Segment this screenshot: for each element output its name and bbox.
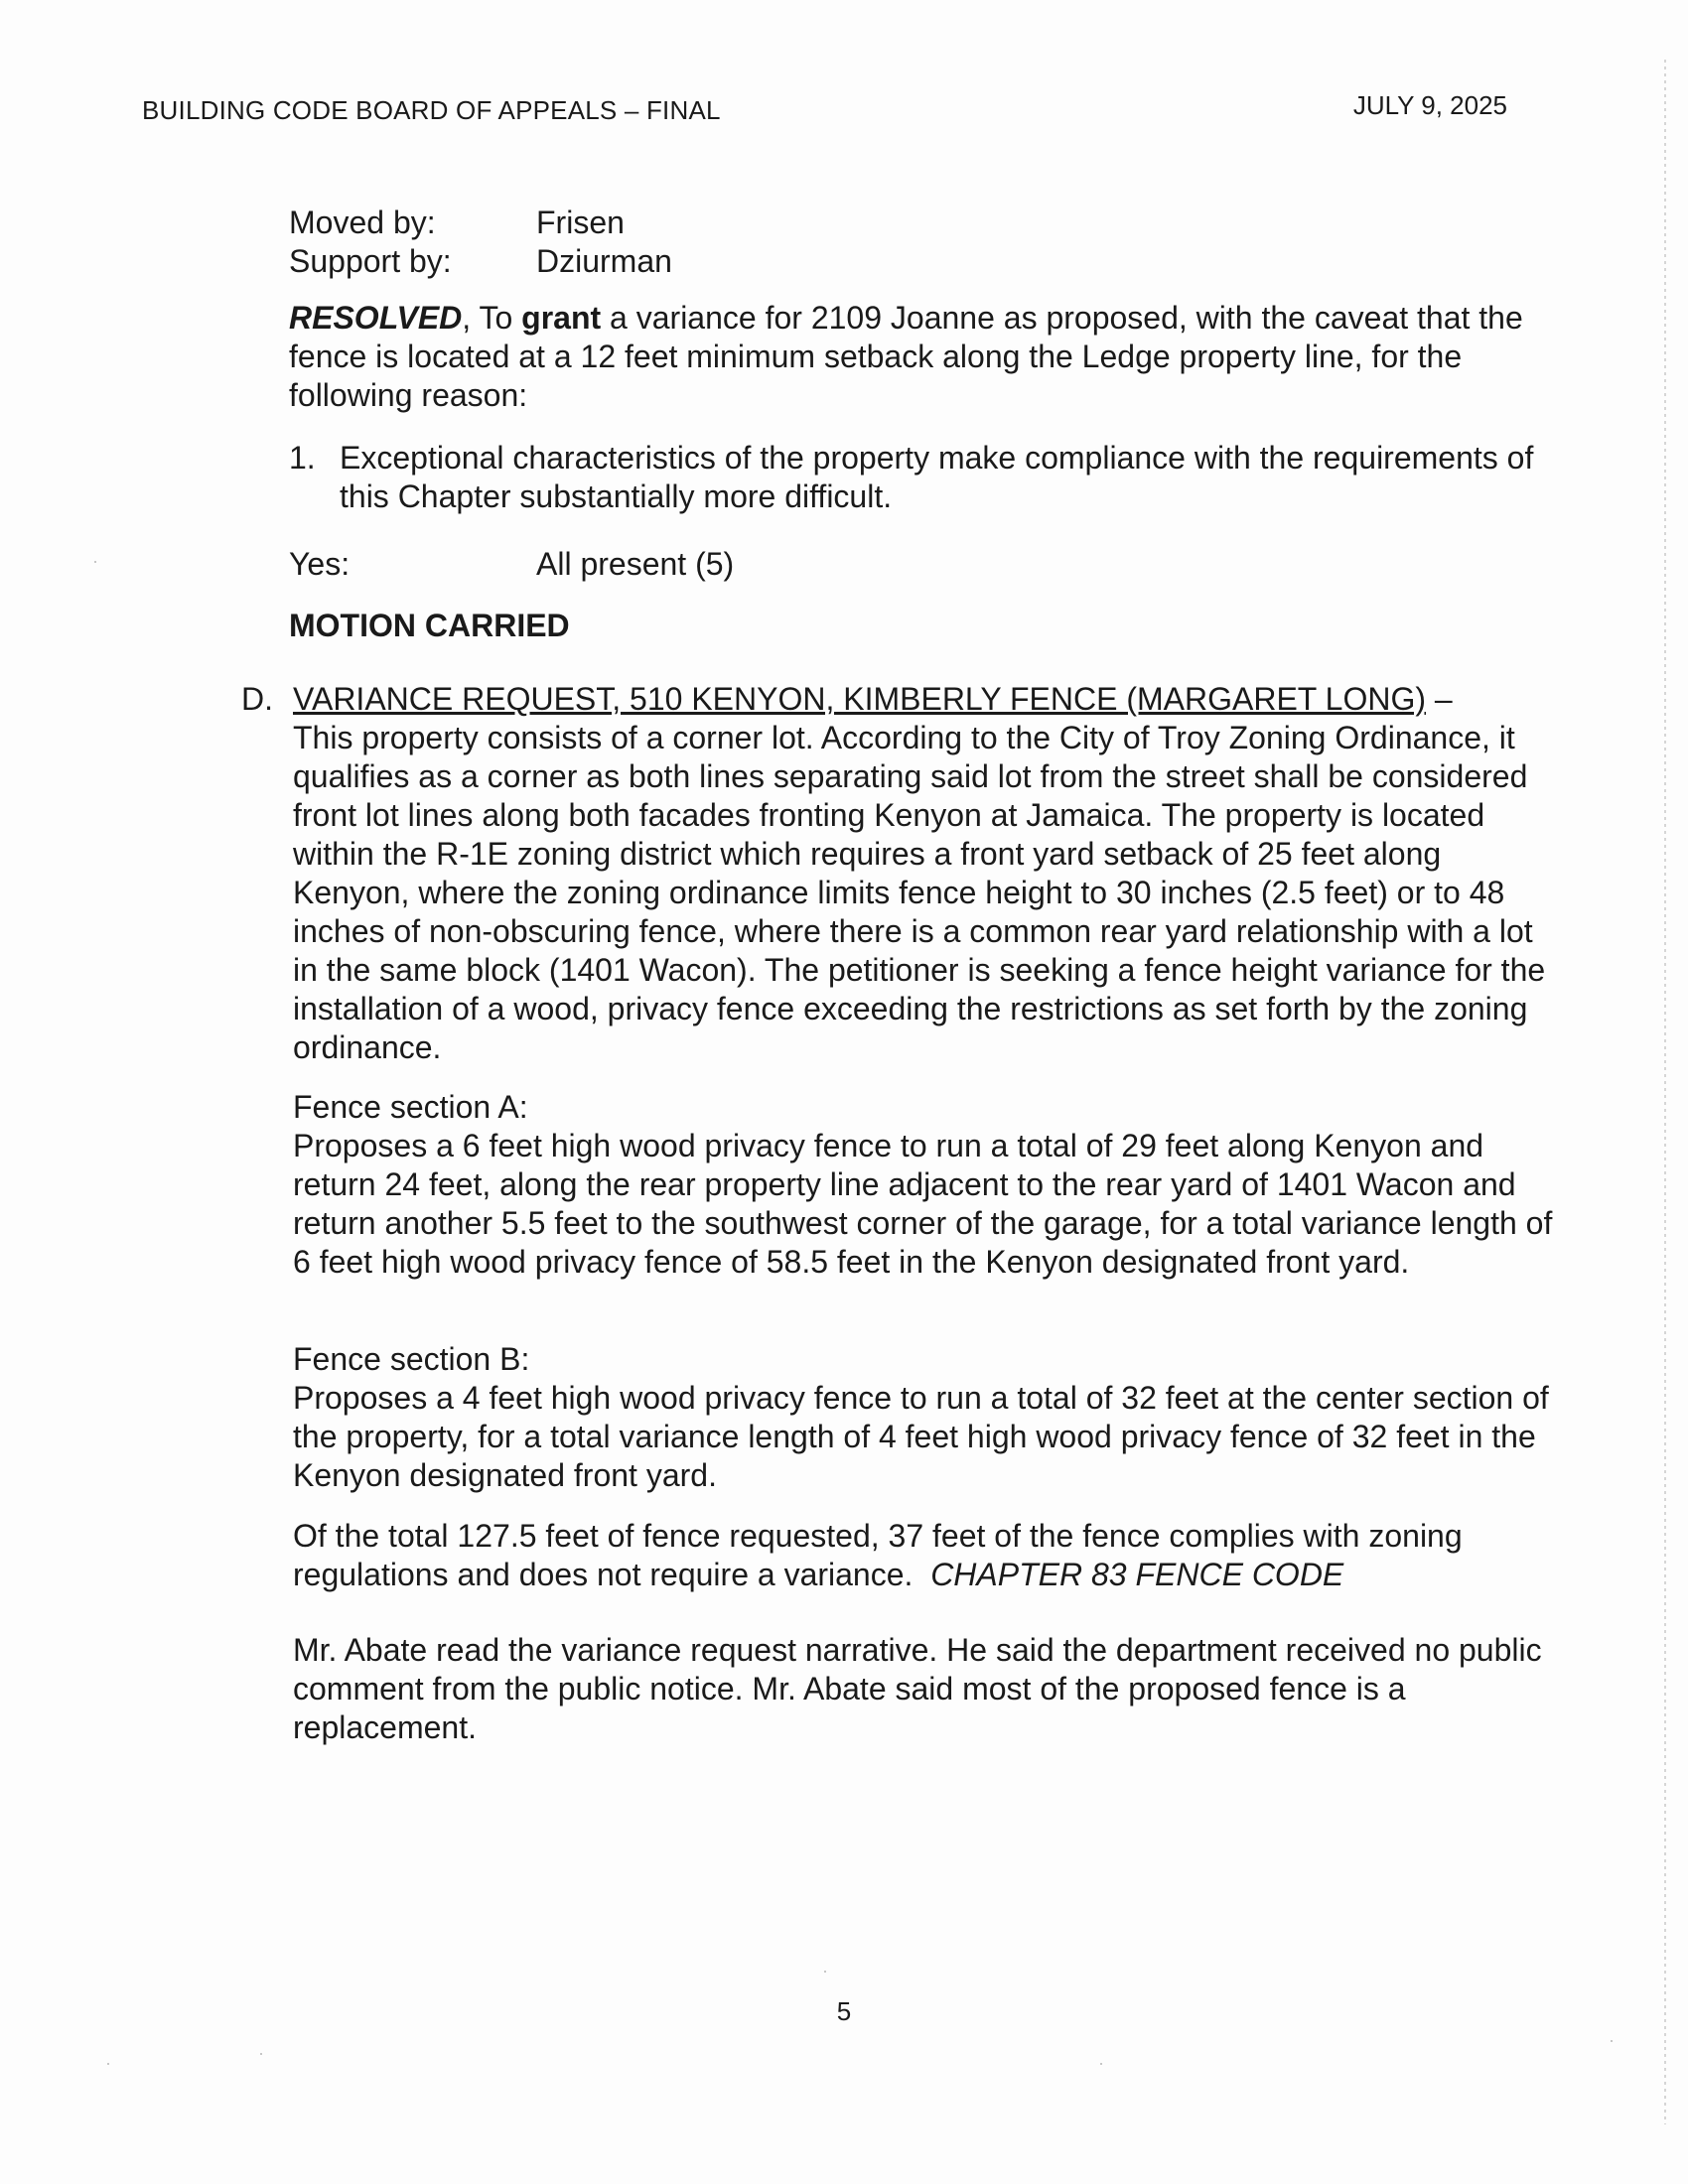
fence-code-reference: CHAPTER 83 FENCE CODE	[930, 1557, 1344, 1592]
motion-result: MOTION CARRIED	[289, 608, 570, 643]
document-header-date: JULY 9, 2025	[1352, 90, 1507, 120]
scan-speck	[1100, 2063, 1102, 2065]
fence-section-b-label: Fence section B:	[293, 1341, 530, 1377]
moved-by-value: Frisen	[536, 205, 625, 240]
reason-number: 1.	[289, 440, 316, 476]
fence-section-a-text: Proposes a 6 feet high wood privacy fence to run a total of 29 feet along Kenyon and return 24 feet, along the rear property line adjacent to the rear yard of 1401 Wacon and return another 5.5 feet to the southwest corner of the garage, for a total variance length of 6 feet high wood privacy fence of 58.5 feet in the Kenyon designated front yard.	[293, 1128, 1553, 1280]
fence-section-b-text: Proposes a 4 feet high wood privacy fence to run a total of 32 feet at the center section of the property, for a total variance length of 4 feet high wood privacy fence of 32 feet in the Kenyon designated front yard.	[293, 1380, 1549, 1493]
resolution-paragraph	[289, 299, 1570, 415]
vote-row	[289, 545, 734, 584]
reason-list-item	[289, 439, 1570, 516]
abate-narrative-paragraph: Mr. Abate read the variance request narrative. He said the department received no public comment from the public notice. Mr. Abate said most of the proposed fence is a replacement.	[293, 1632, 1542, 1745]
vote-yes-label: Yes:	[289, 546, 351, 582]
vote-yes-value: All present (5)	[536, 546, 735, 582]
section-d-title: VARIANCE REQUEST, 510 KENYON, KIMBERLY FENCE (MARGARET LONG)	[293, 681, 1426, 717]
moved-by-label: Moved by:	[289, 205, 436, 240]
section-d-content	[293, 680, 1552, 1067]
fence-section-a-label: Fence section A:	[293, 1089, 528, 1125]
scan-speck	[260, 2053, 262, 2055]
support-by-row	[289, 242, 672, 281]
section-d-letter: D.	[241, 681, 273, 717]
scan-speck	[1611, 2040, 1613, 2042]
motion-block	[289, 204, 672, 281]
moved-by-row	[289, 204, 672, 242]
support-by-label: Support by:	[289, 243, 452, 279]
resolution-text-1: , To	[462, 300, 522, 336]
support-by-value: Dziurman	[536, 243, 672, 279]
grant-keyword: grant	[521, 300, 602, 336]
resolution-text-2: a variance for 2109 Joanne as proposed, with the caveat that the fence is located at a 12 feet minimum setback along the Ledge property line, for the following reason:	[289, 300, 1523, 413]
scan-speck	[824, 1971, 826, 1973]
fence-section-a	[293, 1088, 1569, 1282]
resolved-keyword: RESOLVED	[289, 300, 463, 336]
reason-text: Exceptional characteristics of the property make compliance with the requirements of this Chapter substantially more difficult.	[340, 440, 1534, 514]
scan-speck	[94, 561, 96, 563]
section-d	[241, 680, 1552, 1067]
document-header-title: BUILDING CODE BOARD OF APPEALS – FINAL	[142, 95, 721, 125]
page-number: 5	[836, 1996, 852, 2026]
fence-total-paragraph	[293, 1517, 1569, 1594]
section-d-body: This property consists of a corner lot. According to the City of Troy Zoning Ordinance, it qualifies as a corner as both lines separating said lot from the street shall be considered front lot lines along both facades fronting Kenyon at Jamaica. The property is located within the R-1E zoning district which requires a front yard setback of 25 feet along Kenyon, where the zoning ordinance limits fence height to 30 inches (2.5 feet) or to 48 inches of non-obscuring fence, where there is a common rear yard relationship with a lot in the same block (1401 Wacon). The petitioner is seeking a fence height variance for the installation of a wood, privacy fence exceeding the restrictions as set forth by the zoning ordinance.	[293, 720, 1546, 1065]
scan-edge-mark	[1664, 60, 1666, 2124]
section-d-dash: –	[1426, 681, 1453, 717]
scan-speck	[107, 2063, 109, 2065]
fence-section-b	[293, 1340, 1569, 1495]
fence-total-text: Of the total 127.5 feet of fence requested, 37 feet of the fence complies with zoning regulations and does not require a variance.	[293, 1518, 1463, 1592]
